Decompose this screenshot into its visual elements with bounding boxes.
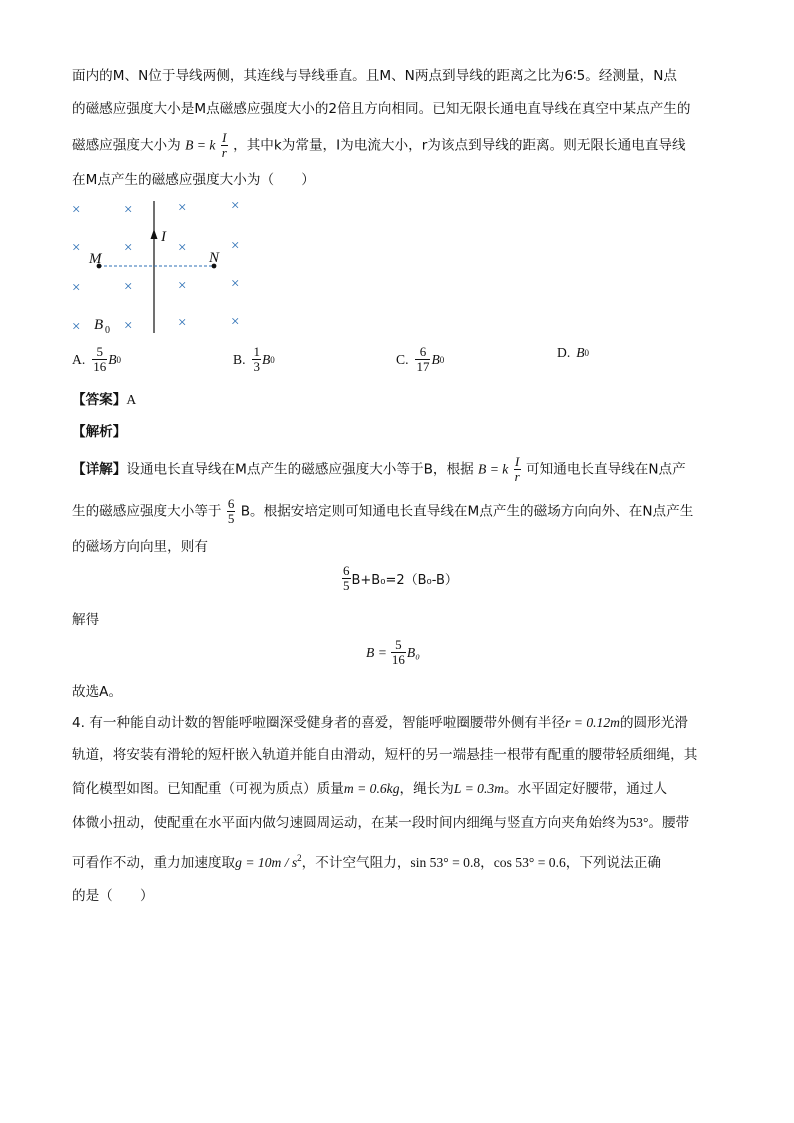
problem3-line3	[72, 131, 686, 160]
detail-formula-fraction: $\frac{I}{r}$	[514, 454, 520, 484]
formula-fraction	[221, 131, 228, 160]
solve-label: 解得	[72, 612, 100, 628]
problem4-text: 。腰带	[648, 815, 690, 831]
cross-icon: ×	[124, 202, 133, 218]
problem4-text: 可看作不动，重力加速度取	[72, 855, 236, 871]
option-b-symbol: B	[261, 351, 271, 367]
detail-line2	[72, 497, 693, 526]
line3-suffix: ，其中k为常量，I为电流大小，r为该点到导线的距离。则无限长通电直导线	[233, 137, 686, 154]
cross-icon: ×	[178, 278, 187, 294]
option-c-label: C.	[396, 351, 409, 367]
detail-text: B。根据安培定则可知通电长直导线在M点产生的磁场方向向外、在N点产生	[240, 503, 694, 520]
cross-icon: ×	[124, 279, 133, 295]
cross-icon: ×	[124, 240, 133, 256]
option-d-label: D.	[557, 345, 571, 360]
option-b-label: B.	[233, 351, 246, 367]
detail-text: 可知通电长直导线在N点产	[526, 461, 686, 478]
cross-icon: ×	[124, 318, 133, 334]
equation-2	[366, 638, 420, 667]
option-a[interactable]: A. $\frac{5}{16}$ B 0	[72, 344, 122, 374]
option-d[interactable]: D. B 0	[557, 345, 590, 360]
cross-icon: ×	[178, 240, 187, 256]
eq1-fraction: $\frac{6}{5}$	[343, 563, 350, 593]
option-b[interactable]: B. $\frac{1}{3}$ B 0	[233, 344, 275, 374]
current-label: I	[161, 229, 166, 245]
problem4-text: 的圆形光滑	[619, 715, 688, 731]
problem4-line3	[72, 779, 667, 799]
current-arrow-icon	[151, 229, 158, 239]
line3-prefix: 磁感应强度大小为	[72, 137, 181, 154]
problem4-line2: 轨道，将安装有滑轮的短杆嵌入轨道并能自由滑动，短杆的另一端悬挂一根带有配重的腰带轻质细绳，其	[72, 747, 698, 763]
label-m: M	[89, 251, 102, 267]
cross-icon: ×	[231, 238, 240, 254]
cross-icon: ×	[231, 198, 240, 214]
answer-value: A	[126, 392, 137, 407]
problem4-line5: 可看作不动，重力加速度取$g = 10m / s^2$，不计空气阻力，sin 53° = 0.8，cos 53° = 0.6，下列说法正确	[72, 853, 661, 871]
equation-1	[341, 564, 458, 593]
eq1-rest: B+B₀=2（B₀-B）	[351, 573, 458, 588]
detail-tag: 【详解】	[72, 461, 127, 478]
detail-line1	[72, 455, 686, 484]
cross-icon: ×	[72, 319, 81, 335]
cross-icon: ×	[72, 280, 81, 296]
magnetic-field-figure	[62, 193, 262, 338]
answer-tag: 【答案】	[72, 392, 127, 408]
length-formula: L = 0.3m	[453, 781, 504, 796]
detail-fraction: $\frac{6}{5}$	[227, 496, 235, 526]
analysis-tag: 【解析】	[72, 424, 127, 440]
detail-formula: B = k	[478, 461, 509, 477]
label-b0-sub: 0	[105, 325, 110, 336]
sin-formula: sin 53° = 0.8	[410, 855, 481, 870]
eq2-lhs: B =	[366, 644, 387, 660]
angle-value: 53°	[629, 815, 649, 830]
problem4-text: 。水平固定好腰带，通过人	[503, 781, 668, 797]
label-b0: B	[94, 317, 104, 333]
option-a-label: A.	[72, 351, 86, 367]
problem4-text: 4. 有一种能自动计数的智能呼啦圈深受健身者的喜爱，智能呼啦圈腰带外侧有半径	[72, 715, 566, 731]
label-n: N	[209, 250, 220, 266]
cross-icon: ×	[178, 315, 187, 331]
option-c[interactable]: C. $\frac{6}{17}$ B 0	[396, 344, 445, 374]
option-a-symbol: B	[108, 351, 117, 367]
radius-formula: r = 0.12m	[565, 715, 620, 730]
problem4-line1	[72, 713, 688, 733]
problem3-line2: 的磁感应强度大小是M点磁感应强度大小的2倍且方向相同。已知无限长通电直导线在真空中某点产生的	[72, 101, 691, 117]
analysis-line	[72, 422, 126, 442]
cross-icon: ×	[72, 240, 81, 256]
problem4-line4	[72, 813, 689, 833]
gravity-formula: g = 10m / s	[235, 855, 298, 870]
formula-lhs: B = k	[185, 137, 216, 153]
detail-line3: 的磁场方向向里，则有	[72, 539, 208, 555]
problem3-line1: 面内的M、N位于导线两侧，其连线与导线垂直。且M、N两点到导线的距离之比为6∶5。经测量，N点	[72, 68, 677, 84]
option-c-symbol: B	[431, 351, 440, 367]
eq2-rhs: B₀	[406, 644, 420, 660]
option-a-fraction: $\frac{5}{16}$	[93, 344, 107, 374]
option-b-fraction: $\frac{1}{3}$	[253, 344, 260, 374]
cross-icon: ×	[231, 314, 240, 330]
option-d-symbol: B	[576, 345, 585, 360]
cross-icon: ×	[231, 276, 240, 292]
formula-numerator: I	[222, 130, 227, 145]
cos-formula: cos 53° = 0.6	[493, 855, 566, 870]
problem4-text: 体微小扭动，使配重在水平面内做匀速圆周运动，在某一段时间内细绳与竖直方向夹角始终为	[72, 815, 630, 831]
detail-text: 设通电长直导线在M点产生的磁感应强度大小等于B，根据	[126, 461, 474, 478]
cross-icon: ×	[72, 202, 81, 218]
formula-denominator: r	[221, 145, 227, 160]
problem4-text: ，绳长为	[399, 781, 454, 797]
conclusion: 故选A。	[72, 684, 123, 700]
problem4-text: ，不计空气阻力，	[301, 855, 411, 871]
problem3-line4: 在M点产生的磁感应强度大小为（ ）	[72, 172, 315, 188]
problem4-text: ，下列说法正确	[565, 855, 661, 871]
cross-icon: ×	[178, 200, 187, 216]
eq2-fraction: $\frac{5}{16}$	[391, 637, 405, 667]
mass-formula: m = 0.6kg	[343, 781, 400, 796]
option-c-fraction: $\frac{6}{17}$	[416, 344, 430, 374]
problem4-text: 简化模型如图。已知配重（可视为质点）质量	[72, 781, 344, 797]
gravity-exponent: 2	[297, 853, 302, 863]
answer-line	[72, 390, 136, 410]
detail-text: 生的磁感应强度大小等于	[72, 503, 222, 520]
problem4-line6: 的是（ ）	[72, 888, 154, 904]
